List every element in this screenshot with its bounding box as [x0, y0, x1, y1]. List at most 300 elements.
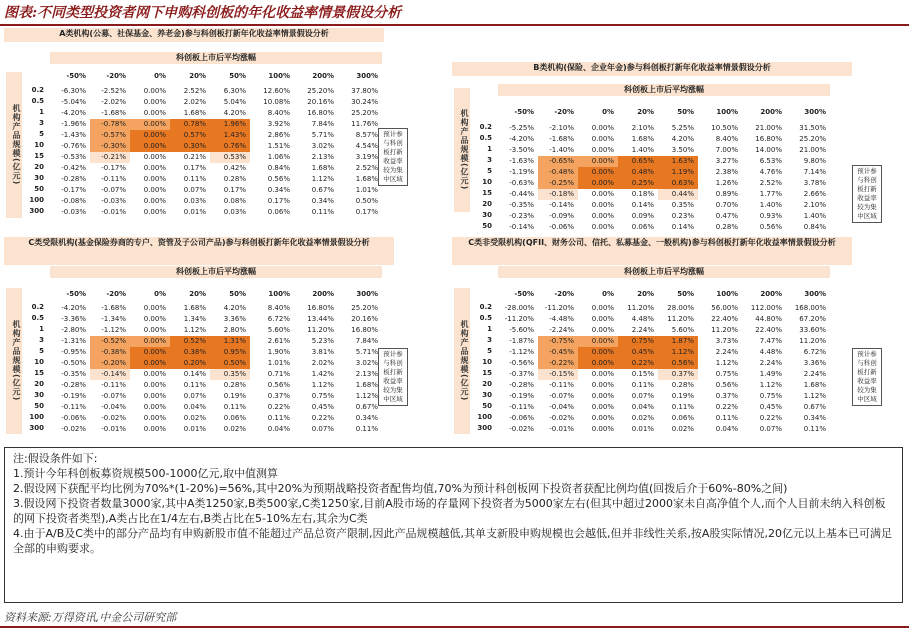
table-cell: 0.57%	[170, 130, 210, 141]
table-cell: -0.01%	[101, 208, 126, 216]
table-cell: 4.20%	[671, 135, 694, 143]
row-label: 10	[34, 141, 44, 149]
table-cell: 0.14%	[671, 223, 694, 231]
table-cell: 0.11%	[355, 425, 378, 433]
table-cell: -0.57%	[90, 130, 130, 141]
sub-header: 科创板上市后平均涨幅	[498, 266, 830, 278]
table-cell: -0.19%	[509, 392, 534, 400]
table-cell: 1.68%	[355, 175, 378, 183]
table-cell: 25.20%	[799, 135, 826, 143]
row-label: 20	[34, 380, 44, 388]
table-cell: 2.24%	[715, 348, 738, 356]
row-label: 0.2	[31, 86, 44, 94]
table-cell: 7.00%	[715, 146, 738, 154]
table-cell: 0.00%	[143, 109, 166, 117]
table-cell: 0.53%	[210, 152, 250, 163]
table-cell: 0.15%	[631, 370, 654, 378]
table-cell: -1.31%	[61, 337, 86, 345]
table-cell: -0.78%	[90, 119, 130, 130]
table-cell: 0.75%	[311, 392, 334, 400]
table-cell: 0.00%	[143, 392, 166, 400]
panel-title: B类机构(保险、企业年金)参与科创板打新年化收益率情景假设分析	[452, 62, 852, 76]
row-label: 0.5	[479, 314, 492, 322]
table-cell: -0.50%	[61, 359, 86, 367]
table-cell: 0.00%	[130, 141, 170, 152]
table-cell: 0.11%	[183, 175, 206, 183]
table-cell: -0.11%	[509, 403, 534, 411]
table-cell: 22.40%	[755, 326, 782, 334]
table-cell: -0.28%	[509, 381, 534, 389]
table-cell: 0.00%	[591, 135, 614, 143]
table-cell: 0.56%	[759, 223, 782, 231]
table-cell: -0.02%	[61, 425, 86, 433]
row-label: 15	[482, 369, 492, 377]
table-cell: 5.71%	[311, 131, 334, 139]
table-cell: 0.22%	[759, 414, 782, 422]
table-cell: -0.52%	[90, 336, 130, 347]
table-cell: -0.01%	[549, 425, 574, 433]
table-cell: -0.07%	[101, 186, 126, 194]
table-cell: 0.03%	[183, 197, 206, 205]
table-cell: 0.00%	[143, 186, 166, 194]
table-cell: 0.08%	[223, 197, 246, 205]
table-cell: 0.56%	[658, 358, 698, 369]
table-cell: -0.53%	[61, 153, 86, 161]
column-header: 300%	[804, 290, 826, 298]
table-cell: 0.93%	[759, 212, 782, 220]
table-cell: 0.03%	[223, 208, 246, 216]
row-label: 100	[29, 196, 44, 204]
column-header: -50%	[514, 290, 534, 298]
table-cell: -2.10%	[549, 124, 574, 132]
table-cell: 16.80%	[351, 326, 378, 334]
table-cell: 0.89%	[715, 190, 738, 198]
table-cell: -0.11%	[101, 175, 126, 183]
row-label: 1	[39, 325, 44, 333]
table-cell: 2.52%	[355, 164, 378, 172]
row-label: 100	[477, 413, 492, 421]
table-cell: 1.42%	[311, 370, 334, 378]
table-cell: 0.84%	[803, 223, 826, 231]
table-cell: 0.00%	[591, 425, 614, 433]
table-cell: 0.01%	[183, 425, 206, 433]
table-cell: 21.00%	[799, 146, 826, 154]
notes-heading: 注:假设条件如下:	[13, 452, 98, 465]
table-cell: 7.47%	[759, 337, 782, 345]
table-cell: 0.42%	[223, 164, 246, 172]
table-cell: -0.25%	[538, 178, 578, 189]
table-cell: 0.47%	[715, 212, 738, 220]
table-cell: 0.67%	[355, 403, 378, 411]
table-cell: -0.30%	[90, 141, 130, 152]
notes-box	[4, 447, 903, 603]
table-cell: -0.11%	[61, 403, 86, 411]
table-cell: 4.48%	[631, 315, 654, 323]
table-cell: -6.30%	[61, 87, 86, 95]
table-cell: 0.34%	[311, 197, 334, 205]
table-cell: 11.20%	[667, 315, 694, 323]
table-cell: 0.28%	[223, 175, 246, 183]
table-cell: -0.04%	[101, 403, 126, 411]
table-cell: 0.00%	[143, 403, 166, 411]
table-cell: -0.17%	[101, 164, 126, 172]
panel-title: C类非受限机构(QFII、财务公司、信托、私募基金、一般机构)参与科创板打新年化收益率情景假设分析	[452, 237, 852, 265]
table-cell: 0.17%	[223, 186, 246, 194]
table-cell: -0.18%	[538, 189, 578, 200]
table-cell: -2.52%	[101, 87, 126, 95]
table-cell: -2.24%	[549, 326, 574, 334]
column-header: -20%	[106, 290, 126, 298]
table-cell: 0.34%	[803, 414, 826, 422]
table-cell: 0.00%	[143, 87, 166, 95]
table-cell: -0.17%	[61, 186, 86, 194]
column-header: 300%	[356, 290, 378, 298]
table-cell: -0.35%	[61, 370, 86, 378]
column-header: 200%	[760, 290, 782, 298]
column-header: 100%	[268, 290, 290, 298]
table-cell: 0.00%	[143, 175, 166, 183]
column-header: 0%	[602, 108, 614, 116]
table-cell: 11.20%	[627, 304, 654, 312]
table-cell: 0.06%	[631, 223, 654, 231]
table-cell: 0.00%	[591, 201, 614, 209]
table-cell: -4.20%	[61, 109, 86, 117]
table-cell: 0.00%	[130, 347, 170, 358]
table-cell: 0.17%	[267, 197, 290, 205]
table-cell: 6.72%	[267, 315, 290, 323]
callout-note: 预计参与科创板打新收益率较为集中区域	[852, 165, 882, 223]
row-label: 10	[482, 178, 492, 186]
table-cell: 0.11%	[803, 425, 826, 433]
table-cell: 0.00%	[130, 119, 170, 130]
row-label: 50	[482, 402, 492, 410]
table-cell: 3.78%	[803, 179, 826, 187]
table-cell: -2.02%	[101, 98, 126, 106]
table-cell: 1.12%	[715, 359, 738, 367]
table-cell: 0.11%	[267, 414, 290, 422]
table-cell: 2.52%	[759, 179, 782, 187]
table-cell: 3.81%	[311, 348, 334, 356]
title-divider	[0, 24, 909, 26]
table-cell: 0.01%	[631, 425, 654, 433]
callout-note: 预计参与科创板打新收益率较为集中区域	[378, 348, 408, 406]
table-cell: 0.71%	[267, 370, 290, 378]
table-cell: 0.04%	[183, 403, 206, 411]
column-header: -50%	[66, 290, 86, 298]
table-cell: 0.45%	[618, 347, 658, 358]
table-cell: 1.90%	[267, 348, 290, 356]
table-cell: 0.02%	[631, 414, 654, 422]
table-cell: -1.19%	[509, 168, 534, 176]
table-cell: -28.00%	[504, 304, 534, 312]
table-cell: 0.76%	[210, 141, 250, 152]
table-cell: 0.19%	[223, 392, 246, 400]
table-cell: 0.14%	[631, 201, 654, 209]
table-cell: 5.04%	[223, 98, 246, 106]
table-cell: 0.00%	[143, 164, 166, 172]
table-cell: 5.60%	[267, 326, 290, 334]
table-cell: 0.00%	[591, 304, 614, 312]
table-cell: -1.40%	[549, 146, 574, 154]
page-title: 图表:不同类型投资者网下申购科创板的年化收益率情景假设分析	[4, 5, 402, 21]
table-cell: -0.19%	[61, 392, 86, 400]
row-label: 30	[34, 391, 44, 399]
column-header: 200%	[312, 290, 334, 298]
table-cell: -5.25%	[509, 124, 534, 132]
table-cell: 0.00%	[578, 178, 618, 189]
table-cell: -0.02%	[549, 414, 574, 422]
row-label: 20	[482, 380, 492, 388]
table-cell: -4.48%	[549, 315, 574, 323]
row-label: 1	[39, 108, 44, 116]
table-cell: -0.20%	[90, 358, 130, 369]
table-cell: 0.37%	[267, 392, 290, 400]
callout-note: 预计参与科创板打新收益率较为集中区域	[852, 348, 882, 406]
row-label: 0.5	[479, 134, 492, 142]
table-cell: 16.80%	[307, 109, 334, 117]
table-cell: 0.00%	[143, 208, 166, 216]
table-cell: 0.48%	[618, 167, 658, 178]
table-cell: 1.68%	[311, 164, 334, 172]
size-axis-label: 机构产品规模(亿元)	[454, 288, 470, 434]
column-header: 0%	[602, 290, 614, 298]
table-cell: 0.00%	[130, 358, 170, 369]
table-cell: 0.00%	[591, 370, 614, 378]
table-cell: 0.11%	[671, 403, 694, 411]
row-label: 50	[34, 185, 44, 193]
table-cell: -11.20%	[544, 304, 574, 312]
sub-header: 科创板上市后平均涨幅	[50, 266, 382, 278]
column-header: 50%	[229, 72, 246, 80]
table-cell: 4.20%	[223, 109, 246, 117]
panel-title: A类机构(公募、社保基金、养老金)参与科创板打新年化收益率情景假设分析	[4, 28, 384, 42]
table-cell: 2.10%	[631, 124, 654, 132]
table-cell: 0.18%	[631, 190, 654, 198]
table-cell: 0.50%	[355, 197, 378, 205]
table-cell: 1.12%	[183, 326, 206, 334]
table-cell: 0.04%	[715, 425, 738, 433]
table-cell: 1.68%	[803, 381, 826, 389]
table-cell: -0.09%	[549, 212, 574, 220]
table-cell: 0.01%	[183, 208, 206, 216]
row-label: 100	[29, 413, 44, 421]
table-cell: 1.96%	[210, 119, 250, 130]
column-header: -50%	[66, 72, 86, 80]
table-cell: 2.66%	[803, 190, 826, 198]
table-cell: 25.20%	[307, 87, 334, 95]
table-cell: 2.02%	[311, 359, 334, 367]
table-cell: 1.87%	[658, 336, 698, 347]
column-header: 100%	[716, 108, 738, 116]
table-cell: 0.50%	[210, 358, 250, 369]
column-header: 20%	[189, 72, 206, 80]
table-cell: 0.11%	[183, 381, 206, 389]
table-cell: 8.57%	[355, 131, 378, 139]
row-label: 10	[34, 358, 44, 366]
table-cell: -0.45%	[538, 347, 578, 358]
table-cell: -0.06%	[549, 223, 574, 231]
column-header: 50%	[229, 290, 246, 298]
table-cell: 1.68%	[355, 381, 378, 389]
table-cell: 3.36%	[803, 359, 826, 367]
row-label: 10	[482, 358, 492, 366]
table-cell: 0.37%	[658, 369, 698, 380]
table-cell: 44.80%	[755, 315, 782, 323]
table-cell: -0.35%	[509, 201, 534, 209]
table-cell: 3.50%	[671, 146, 694, 154]
row-label: 30	[482, 211, 492, 219]
table-cell: 20.16%	[307, 98, 334, 106]
table-cell: 2.86%	[267, 131, 290, 139]
table-cell: -1.12%	[509, 348, 534, 356]
table-cell: -0.01%	[101, 425, 126, 433]
table-cell: 0.34%	[267, 186, 290, 194]
table-cell: 1.12%	[803, 392, 826, 400]
table-cell: 9.80%	[803, 157, 826, 165]
table-cell: 0.45%	[311, 403, 334, 411]
table-cell: 3.27%	[715, 157, 738, 165]
row-label: 15	[34, 152, 44, 160]
table-cell: 0.07%	[311, 425, 334, 433]
table-cell: -0.28%	[61, 175, 86, 183]
table-cell: -0.22%	[538, 358, 578, 369]
table-cell: 0.75%	[759, 392, 782, 400]
table-cell: 0.00%	[591, 414, 614, 422]
row-label: 1	[487, 325, 492, 333]
row-label: 20	[34, 163, 44, 171]
table-cell: 1.12%	[355, 392, 378, 400]
table-cell: 1.68%	[183, 109, 206, 117]
table-cell: -0.11%	[101, 381, 126, 389]
table-cell: 12.60%	[263, 87, 290, 95]
table-cell: 1.68%	[183, 304, 206, 312]
table-cell: 112.00%	[750, 304, 782, 312]
table-cell: -1.68%	[101, 304, 126, 312]
table-cell: -1.12%	[101, 326, 126, 334]
table-cell: 2.61%	[267, 337, 290, 345]
table-cell: 0.00%	[591, 392, 614, 400]
table-cell: 0.11%	[631, 381, 654, 389]
table-cell: 1.12%	[759, 381, 782, 389]
table-cell: 0.28%	[223, 381, 246, 389]
table-cell: 6.72%	[803, 348, 826, 356]
table-cell: 4.54%	[355, 142, 378, 150]
table-cell: 1.77%	[759, 190, 782, 198]
table-cell: -0.08%	[61, 197, 86, 205]
table-cell: 28.00%	[667, 304, 694, 312]
row-label: 0.5	[31, 314, 44, 322]
table-cell: 16.80%	[755, 135, 782, 143]
table-cell: 0.52%	[170, 336, 210, 347]
column-header: 20%	[637, 108, 654, 116]
table-cell: 10.50%	[711, 124, 738, 132]
table-cell: -0.06%	[509, 414, 534, 422]
table-cell: -0.75%	[538, 336, 578, 347]
table-cell: 56.00%	[711, 304, 738, 312]
table-cell: 0.09%	[631, 212, 654, 220]
size-axis-label: 机构产品规模(亿元)	[6, 72, 22, 218]
table-cell: -0.23%	[509, 212, 534, 220]
table-cell: 2.10%	[803, 201, 826, 209]
row-label: 300	[29, 207, 44, 215]
table-cell: 7.14%	[803, 168, 826, 176]
sub-header: 科创板上市后平均涨幅	[50, 52, 382, 64]
table-cell: 0.30%	[170, 141, 210, 152]
table-cell: 33.60%	[799, 326, 826, 334]
table-cell: -1.68%	[549, 135, 574, 143]
table-cell: -0.28%	[61, 381, 86, 389]
table-cell: 3.02%	[355, 359, 378, 367]
table-cell: 0.06%	[223, 414, 246, 422]
row-label: 300	[477, 424, 492, 432]
table-cell: 0.14%	[183, 370, 206, 378]
row-label: 15	[482, 189, 492, 197]
table-cell: 2.80%	[223, 326, 246, 334]
row-label: 50	[482, 222, 492, 230]
table-cell: 0.06%	[671, 414, 694, 422]
column-header: -20%	[106, 72, 126, 80]
table-cell: 0.00%	[143, 326, 166, 334]
table-cell: 1.12%	[311, 175, 334, 183]
table-cell: 0.00%	[578, 336, 618, 347]
table-cell: 2.24%	[803, 370, 826, 378]
table-cell: 0.34%	[355, 414, 378, 422]
column-header: 100%	[268, 72, 290, 80]
table-cell: 0.28%	[671, 381, 694, 389]
column-header: -20%	[554, 290, 574, 298]
table-cell: 1.34%	[183, 315, 206, 323]
column-header: 50%	[677, 108, 694, 116]
table-cell: -0.65%	[538, 156, 578, 167]
table-cell: 0.11%	[715, 414, 738, 422]
row-label: 3	[39, 336, 44, 344]
table-cell: 4.48%	[759, 348, 782, 356]
table-cell: -0.07%	[549, 392, 574, 400]
table-cell: -0.11%	[549, 381, 574, 389]
table-cell: 0.00%	[591, 381, 614, 389]
table-cell: 0.70%	[715, 201, 738, 209]
table-cell: 31.50%	[799, 124, 826, 132]
table-cell: 1.26%	[715, 179, 738, 187]
row-label: 0.2	[479, 303, 492, 311]
table-cell: 0.19%	[671, 392, 694, 400]
table-cell: -3.50%	[509, 146, 534, 154]
table-cell: 3.02%	[311, 142, 334, 150]
table-cell: -0.06%	[61, 414, 86, 422]
table-cell: 1.12%	[658, 347, 698, 358]
source-note: 资料来源:万得资讯,中金公司研究部	[4, 611, 177, 624]
table-cell: 0.00%	[130, 336, 170, 347]
table-cell: -0.48%	[538, 167, 578, 178]
table-cell: 0.00%	[591, 124, 614, 132]
table-cell: 0.35%	[671, 201, 694, 209]
table-cell: 0.04%	[267, 425, 290, 433]
table-cell: 0.20%	[170, 358, 210, 369]
column-header: 50%	[677, 290, 694, 298]
table-cell: 0.37%	[715, 392, 738, 400]
table-cell: 3.36%	[223, 315, 246, 323]
table-cell: -0.44%	[509, 190, 534, 198]
table-cell: 0.75%	[715, 370, 738, 378]
table-cell: -0.03%	[61, 208, 86, 216]
table-cell: 0.00%	[143, 315, 166, 323]
table-cell: 4.20%	[223, 304, 246, 312]
table-cell: 1.12%	[311, 381, 334, 389]
table-cell: 0.04%	[631, 403, 654, 411]
column-header: 200%	[312, 72, 334, 80]
column-header: -50%	[514, 108, 534, 116]
table-cell: 0.21%	[183, 153, 206, 161]
